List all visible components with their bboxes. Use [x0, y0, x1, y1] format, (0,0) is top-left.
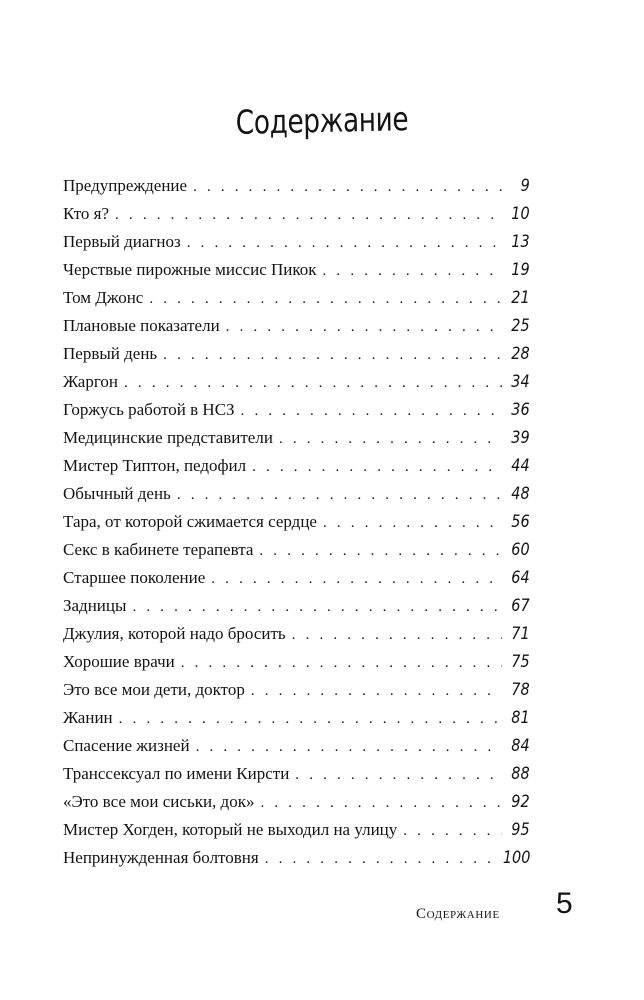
toc-entry-page: 28	[511, 344, 530, 364]
dot-leader	[323, 509, 502, 537]
toc-entry[interactable]	[63, 788, 530, 816]
toc-entry[interactable]	[63, 816, 530, 844]
toc-entry-title: Транссексуал по имени Кирсти	[63, 764, 290, 783]
toc-entry-page: 67	[511, 596, 530, 616]
dot-leader	[265, 845, 492, 873]
toc-entry[interactable]	[63, 228, 530, 256]
toc-entry-page: 60	[511, 540, 530, 560]
toc-entry-page: 21	[511, 288, 530, 308]
toc-entry-title: Том Джонс	[63, 288, 144, 307]
dot-leader	[295, 761, 502, 789]
toc-entry[interactable]	[63, 732, 530, 760]
toc-entry-page: 84	[511, 736, 530, 756]
toc-entry-title: Тара, от которой сжимается сердце	[63, 512, 317, 531]
toc-entry-title: Задницы	[63, 596, 127, 615]
toc-entry-page: 75	[511, 652, 530, 672]
toc-entry-page: 34	[511, 372, 530, 392]
toc-entry[interactable]	[63, 592, 530, 620]
toc-entry[interactable]	[63, 676, 530, 704]
toc-entry[interactable]	[63, 424, 530, 452]
toc-entry-page: 13	[511, 232, 530, 252]
toc-entry-page: 36	[511, 400, 530, 420]
toc-entry[interactable]	[63, 452, 530, 480]
toc-entry-page: 81	[511, 708, 530, 728]
toc-entry[interactable]	[63, 480, 530, 508]
toc-entry-page: 9	[520, 176, 530, 196]
toc-entry-page: 19	[511, 260, 530, 280]
toc-entry[interactable]	[63, 760, 530, 788]
toc-entry-title: Старшее поколение	[63, 568, 206, 587]
toc-entry[interactable]	[63, 704, 530, 732]
dot-leader	[163, 341, 502, 369]
toc-entry-page: 71	[511, 624, 530, 644]
dot-leader	[149, 285, 502, 313]
running-head: Содержание	[416, 906, 500, 922]
dot-leader	[226, 313, 503, 341]
dot-leader	[132, 593, 502, 621]
toc-entry-title: Жаргон	[63, 372, 119, 391]
dot-leader	[260, 789, 502, 817]
dot-leader	[196, 733, 503, 761]
page-number: 5	[556, 887, 573, 920]
toc-entry[interactable]	[63, 368, 530, 396]
toc-entry-page: 44	[511, 456, 530, 476]
toc-entry-page: 10	[511, 204, 530, 224]
toc-entry[interactable]	[63, 200, 530, 228]
dot-leader	[251, 677, 502, 705]
toc-entry-page: 95	[511, 820, 530, 840]
dot-leader	[323, 257, 503, 285]
dot-leader	[259, 537, 502, 565]
table-of-contents	[63, 172, 530, 872]
dot-leader	[241, 397, 503, 425]
toc-entry[interactable]	[63, 648, 530, 676]
dot-leader	[115, 201, 502, 229]
dot-leader	[124, 369, 502, 397]
toc-entry-title: Первый диагноз	[63, 232, 181, 251]
toc-entry[interactable]	[63, 284, 530, 312]
toc-entry-title: Плановые показатели	[63, 316, 220, 335]
toc-entry-page: 48	[511, 484, 530, 504]
toc-entry[interactable]	[63, 396, 530, 424]
dot-leader	[187, 229, 503, 257]
page-title: Содержание	[235, 99, 409, 142]
toc-entry-title: Обычный день	[63, 484, 171, 503]
toc-entry-page: 25	[511, 316, 530, 336]
toc-entry-title: Медицинские представители	[63, 428, 273, 447]
dot-leader	[193, 173, 513, 201]
toc-entry[interactable]	[63, 256, 530, 284]
toc-entry-title: Горжусь работой в НСЗ	[63, 400, 235, 419]
toc-entry-title: Это все мои дети, доктор	[63, 680, 245, 699]
toc-entry-title: Секс в кабинете терапевта	[63, 540, 254, 559]
toc-entry-page: 39	[511, 428, 530, 448]
toc-entry-title: Непринужденная болтовня	[63, 848, 259, 867]
toc-entry-title: Джулия, которой надо бросить	[63, 624, 286, 643]
toc-entry-title: Черствые пирожные миссис Пикок	[63, 260, 317, 279]
toc-entry-page: 92	[511, 792, 530, 812]
toc-entry-title: Первый день	[63, 344, 158, 363]
toc-entry[interactable]	[63, 844, 530, 872]
toc-entry[interactable]	[63, 172, 530, 200]
toc-entry[interactable]	[63, 620, 530, 648]
toc-entry-title: Мистер Типтон, педофил	[63, 456, 247, 475]
toc-entry-page: 100	[502, 848, 530, 868]
dot-leader	[252, 453, 502, 481]
toc-entry-page: 78	[511, 680, 530, 700]
dot-leader	[403, 817, 502, 845]
toc-entry[interactable]	[63, 536, 530, 564]
dot-leader	[211, 565, 502, 593]
toc-entry[interactable]	[63, 312, 530, 340]
toc-entry-page: 56	[511, 512, 530, 532]
toc-entry-page: 64	[511, 568, 530, 588]
toc-entry[interactable]	[63, 564, 530, 592]
toc-entry-title: Хорошие врачи	[63, 652, 175, 671]
toc-entry-title: Мистер Хогден, который не выходил на улицу	[63, 820, 398, 839]
dot-leader	[292, 621, 503, 649]
dot-leader	[279, 425, 502, 453]
toc-entry[interactable]	[63, 508, 530, 536]
dot-leader	[177, 481, 503, 509]
toc-entry-page: 88	[511, 764, 530, 784]
toc-entry-title: «Это все мои сиськи, док»	[63, 792, 255, 811]
toc-entry-title: Спасение жизней	[63, 736, 190, 755]
toc-entry-title: Жанин	[63, 708, 113, 727]
dot-leader	[119, 705, 503, 733]
dot-leader	[181, 649, 503, 677]
toc-entry-title: Предупреждение	[63, 176, 188, 195]
toc-entry-title: Кто я?	[63, 204, 110, 223]
toc-entry[interactable]	[63, 340, 530, 368]
